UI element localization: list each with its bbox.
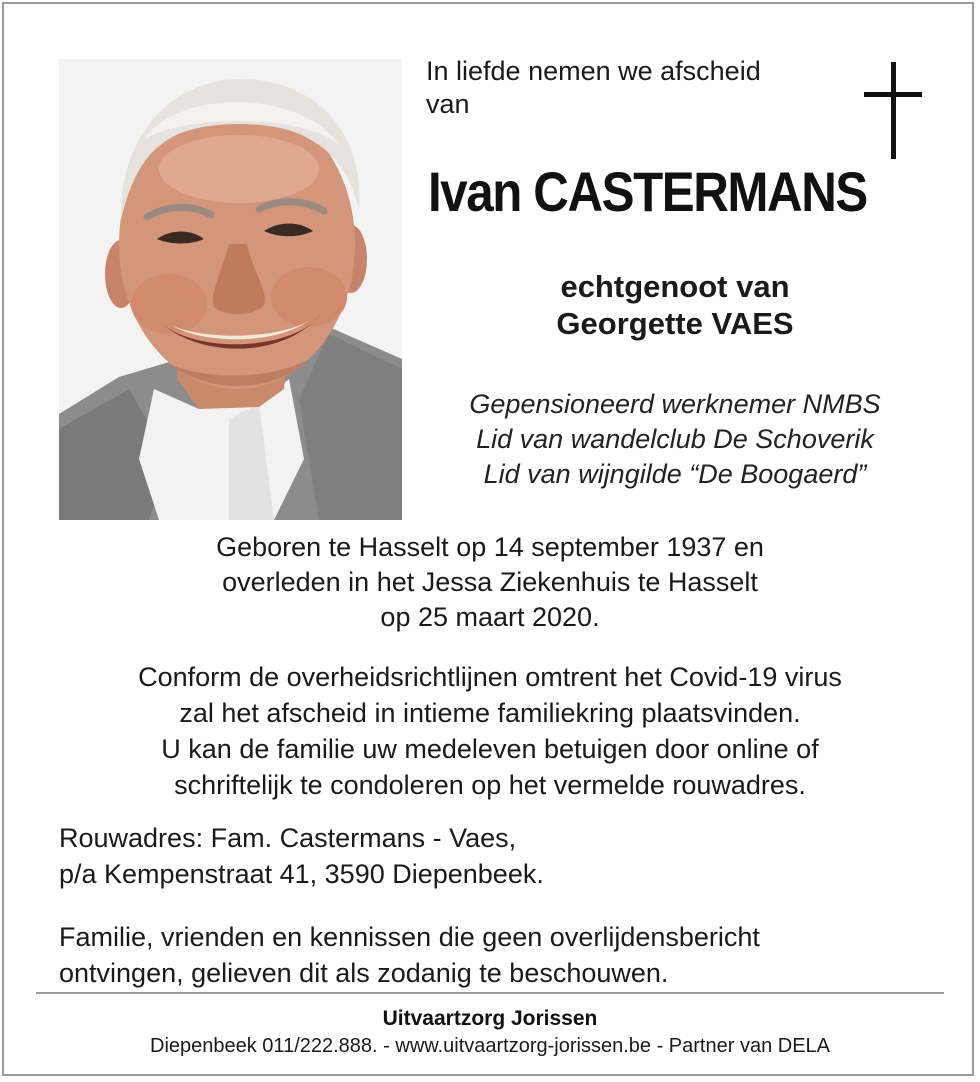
born-line: op 25 maart 2020.	[380, 602, 600, 632]
mourning-address	[59, 820, 939, 892]
address-line: Rouwadres: Fam. Castermans - Vaes,	[59, 823, 517, 853]
intro-line-2: van	[426, 89, 470, 119]
funeral-home-name: Uitvaartzorg Jorissen	[382, 1007, 598, 1030]
spouse-line-1: echtgenoot van	[560, 269, 790, 304]
spouse-line-2: Georgette VAES	[556, 306, 794, 341]
intro-line-1: In liefde nemen we afscheid	[426, 56, 761, 86]
covid-line: schriftelijk te condoleren op het vermelde rouwadres.	[174, 770, 806, 800]
footer-divider	[36, 992, 944, 994]
spouse-block	[440, 268, 910, 342]
family-notice	[59, 919, 939, 991]
role-line: Lid van wijngilde “De Boogaerd”	[483, 459, 867, 489]
covid-line: U kan de familie uw medeleven betuigen door online of	[161, 734, 819, 764]
birth-death-block	[40, 530, 940, 635]
address-line: p/a Kempenstraat 41, 3590 Diepenbeek.	[59, 859, 544, 889]
notice-line: Familie, vrienden en kennissen die geen overlijdensbericht	[59, 922, 760, 952]
role-line: Gepensioneerd werknemer NMBS	[469, 389, 881, 419]
intro-text	[426, 55, 826, 121]
cross-icon	[864, 62, 922, 160]
notice-line: ontvingen, gelieven dit als zodanig te beschouwen.	[59, 958, 669, 988]
born-line: Geboren te Hasselt op 14 september 1937 en	[216, 532, 764, 562]
covid-notice	[40, 659, 940, 803]
born-line: overleden in het Jessa Ziekenhuis te Hasselt	[222, 567, 758, 597]
funeral-home-contact: Diepenbeek 011/222.888. - www.uitvaartzorg-jorissen.be - Partner van DELA	[150, 1035, 830, 1057]
deceased-name: Ivan CASTERMANS	[428, 160, 867, 223]
covid-line: Conform de overheidsrichtlijnen omtrent het Covid-19 virus	[138, 662, 842, 692]
portrait-photo	[59, 59, 402, 520]
roles-block	[405, 387, 945, 492]
role-line: Lid van wandelclub De Schoverik	[476, 424, 874, 454]
covid-line: zal het afscheid in intieme familiekring plaatsvinden.	[179, 698, 801, 728]
